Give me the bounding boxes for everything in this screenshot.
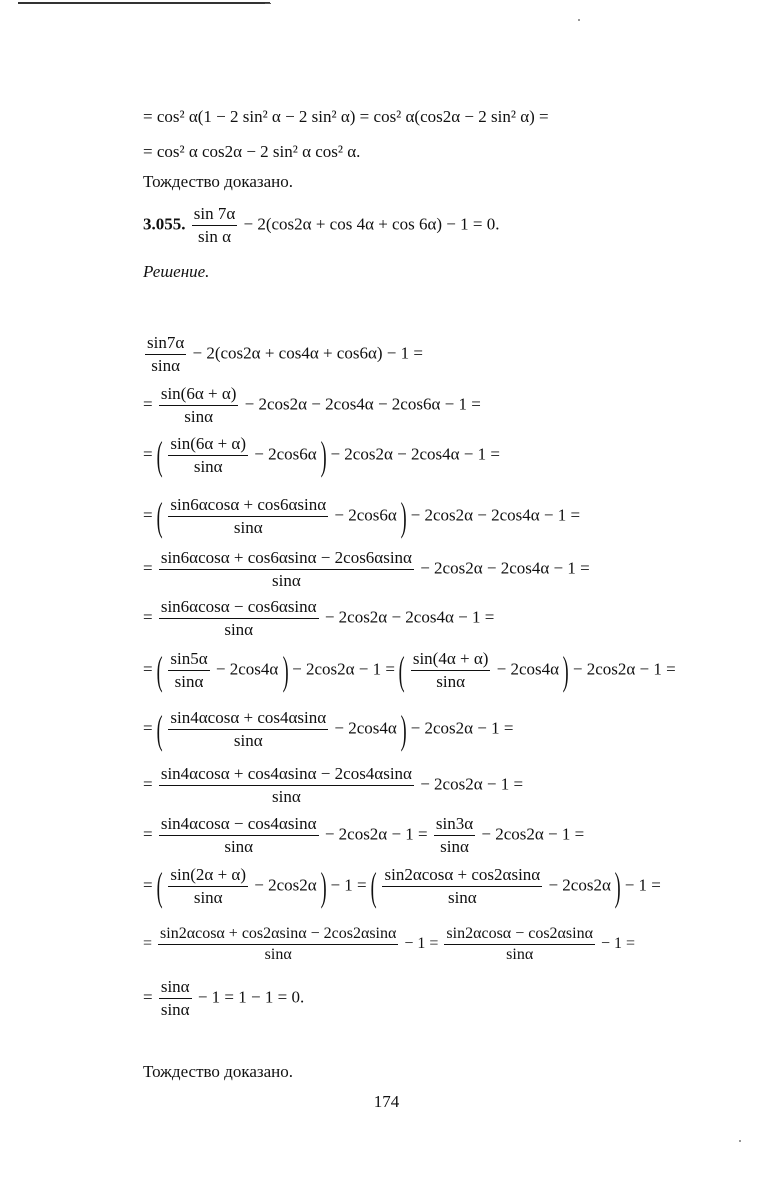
problem-rest: − 2(cos2α + cos 4α + cos 6α) − 1 = 0. <box>243 214 500 234</box>
problem-fraction: $\frac{\sin 7\alpha}{\text{sin α}}$ <box>193 204 236 246</box>
step-8: = ( $\frac{\sin 4\alpha\cos\alpha + \cos 4\alpha\sin\alpha}{\sin\alpha}$ − 2cos4α ) − 2cos2α − 1 = <box>143 706 514 752</box>
step-11: = ( $\frac{\sin(2\alpha + \alpha)}{\sin\alpha}$ − 2cos2α ) − 1 = ( $\frac{\sin 2\alpha\cos\alpha + \cos 2\alpha\sin\alpha}{\sin\alpha}$ − 2cos2α ) − 1 = <box>143 863 661 909</box>
top-equation-2: = cos² α cos2α − 2 sin² α cos² α. <box>143 142 361 161</box>
step-6: = $\frac{\sin 6\alpha\cos\alpha - \cos 6\alpha\sin\alpha}{\sin\alpha}$ − 2cos2α − 2cos4α − 1 = <box>143 597 495 639</box>
top-rule-tick <box>265 3 271 4</box>
page-number: 174 <box>373 1092 400 1111</box>
step-9: = $\frac{\sin 4\alpha\cos\alpha + \cos 4\alpha\sin\alpha - 2\cos 4\alpha\sin\alpha}{\sin\alpha}$ − 2cos2α − 1 = <box>143 764 524 806</box>
solution-label: Решение. <box>143 262 210 281</box>
step-12: = $\frac{\sin 2\alpha\cos\alpha + \cos 2\alpha\sin\alpha - 2\cos 2\alpha\sin\alpha}{\sin\alpha}$ − 1 = $\frac{\sin 2\alpha\cos\alpha - \cos 2\alpha\sin\alpha}{\sin\alpha}$ − 1 = <box>143 925 636 963</box>
proved-text-2: Тождество доказано. <box>143 1062 293 1081</box>
step-3: = ( $\frac{\sin(6\alpha + \alpha)}{\sin\alpha}$ − 2cos6α ) − 2cos2α − 2cos4α − 1 = <box>143 432 500 478</box>
step-2: = $\frac{\sin(6\alpha + \alpha)}{\sin\alpha}$ − 2cos2α − 2cos4α − 2cos6α − 1 = <box>143 384 481 426</box>
step-5: = $\frac{\sin 6\alpha\cos\alpha + \cos 6\alpha\sin\alpha - 2\cos 6\alpha\sin\alpha}{\sin\alpha}$ − 2cos2α − 2cos4α − 1 = <box>143 548 590 590</box>
step-4: = ( $\frac{\sin 6\alpha\cos\alpha + \cos 6\alpha\sin\alpha}{\sin\alpha}$ − 2cos6α ) − 2cos2α − 2cos4α − 1 = <box>143 493 581 539</box>
step-13: = $\frac{\sin\alpha}{\sin\alpha}$ − 1 = 1 − 1 = 0. <box>143 977 305 1019</box>
step-10: = $\frac{\sin 4\alpha\cos\alpha - \cos 4\alpha\sin\alpha}{\sin\alpha}$ − 2cos2α − 1 = $\frac{\sin 3\alpha}{\sin\alpha}$ − 2cos2α − 1 = <box>143 814 585 856</box>
proved-text-1: Тождество доказано. <box>143 172 293 191</box>
top-equation-1: = cos² α(1 − 2 sin² α − 2 sin² α) = cos² α(cos2α − 2 sin² α) = <box>143 107 549 126</box>
problem-statement <box>143 204 499 247</box>
step-1: $\frac{\sin 7\alpha}{\sin\alpha}$ − 2(cos2α + cos4α + cos6α) − 1 = <box>147 333 423 375</box>
top-rule <box>18 2 270 4</box>
problem-number: 3.055. <box>143 214 186 234</box>
scan-speck <box>739 1140 741 1142</box>
step-7: = ( $\frac{\sin 5\alpha}{\sin\alpha}$ − 2cos4α ) − 2cos2α − 1 = ( $\frac{\sin(4\alpha + \alpha)}{\sin\alpha}$ − 2cos4α ) − 2cos2α − 1 = <box>143 647 676 693</box>
scan-speck <box>578 19 580 21</box>
